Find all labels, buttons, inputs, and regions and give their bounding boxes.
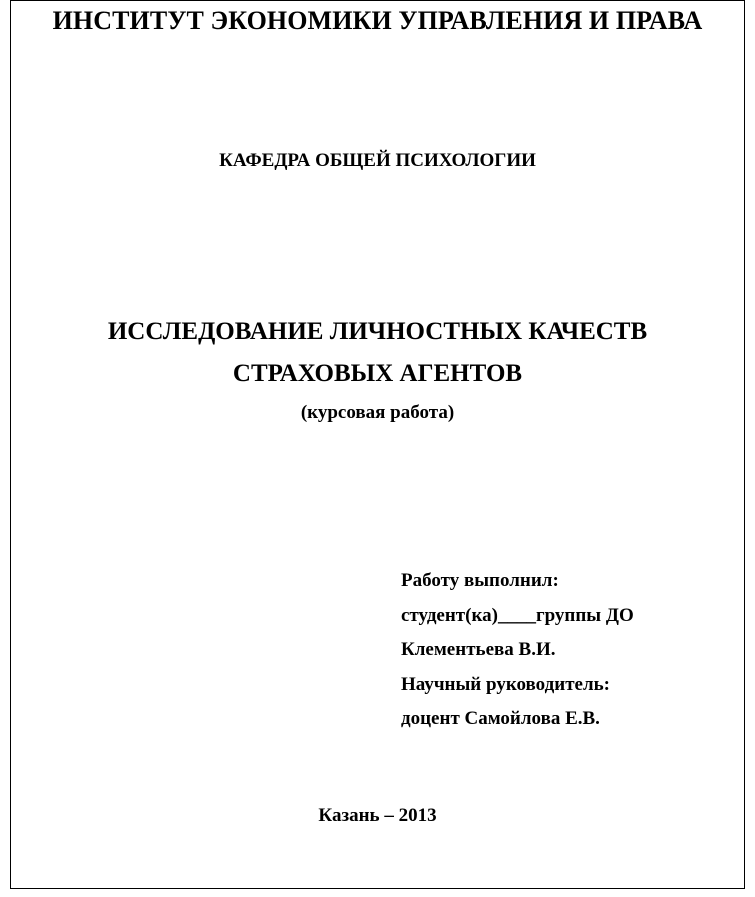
supervisor-label: Научный руководитель: <box>401 673 610 695</box>
page-border <box>10 0 745 889</box>
student-group: студент(ка)____группы ДО <box>401 604 634 626</box>
signature-block <box>401 569 634 742</box>
institute-name: ИНСТИТУТ ЭКОНОМИКИ УПРАВЛЕНИЯ И ПРАВА <box>52 6 703 35</box>
department-name: КАФЕДРА ОБЩЕЙ ПСИХОЛОГИИ <box>219 150 536 171</box>
work-type: (курсовая работа) <box>300 402 455 423</box>
work-title-line-2: СТРАХОВЫХ АГЕНТОВ <box>232 360 523 387</box>
city-year: Казань – 2013 <box>318 805 437 826</box>
work-title-line-1: ИССЛЕДОВАНИЕ ЛИЧНОСТНЫХ КАЧЕСТВ <box>107 318 648 345</box>
performed-by-label: Работу выполнил: <box>401 570 559 591</box>
student-name: Клементьева В.И. <box>401 639 556 660</box>
supervisor-name: доцент Самойлова Е.В. <box>401 708 600 729</box>
